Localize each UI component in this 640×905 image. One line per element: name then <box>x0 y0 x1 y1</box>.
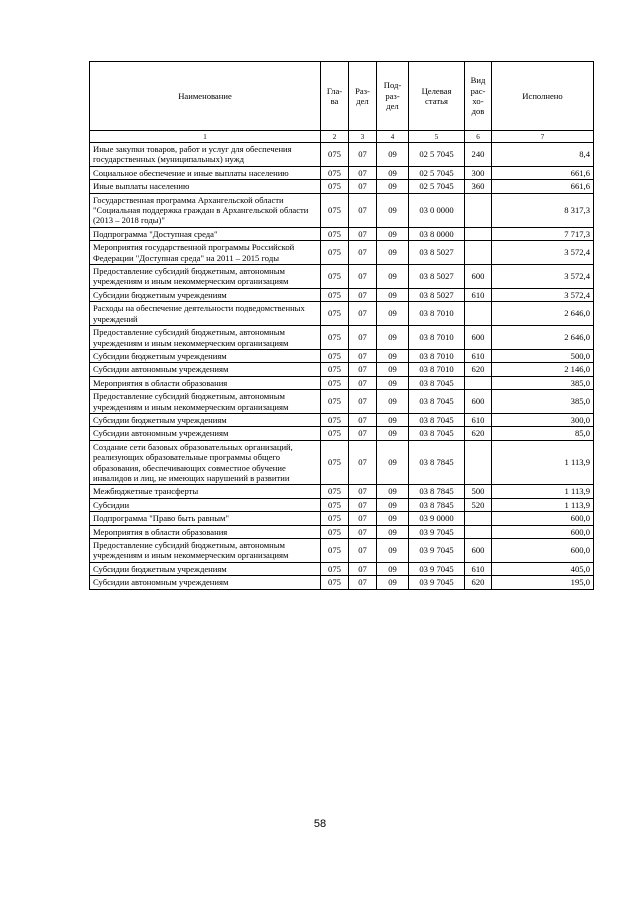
table-row <box>90 440 594 485</box>
row-value: 2 646,0 <box>492 302 594 326</box>
row-razdel: 07 <box>349 180 377 193</box>
row-podrazdel: 09 <box>377 485 409 498</box>
row-vid: 240 <box>465 143 492 167</box>
row-glava: 075 <box>321 512 349 525</box>
row-name: Расходы на обеспечение деятельности подведомственных учреждений <box>90 302 321 326</box>
row-statya: 03 8 7045 <box>409 413 465 426</box>
header-podrazdel: Под-раз-дел <box>377 62 409 131</box>
row-vid: 600 <box>465 265 492 289</box>
row-statya: 03 9 7045 <box>409 576 465 589</box>
row-value: 8,4 <box>492 143 594 167</box>
row-podrazdel: 09 <box>377 166 409 179</box>
table-row <box>90 376 594 389</box>
table-row <box>90 349 594 362</box>
row-value: 7 717,3 <box>492 227 594 240</box>
row-statya: 03 8 5027 <box>409 288 465 301</box>
table-row <box>90 576 594 589</box>
row-statya: 03 9 7045 <box>409 562 465 575</box>
row-razdel: 07 <box>349 376 377 389</box>
row-statya: 02 5 7045 <box>409 143 465 167</box>
row-vid: 610 <box>465 288 492 301</box>
row-razdel: 07 <box>349 241 377 265</box>
row-statya: 03 8 5027 <box>409 265 465 289</box>
column-number: 3 <box>349 131 377 143</box>
row-razdel: 07 <box>349 302 377 326</box>
row-podrazdel: 09 <box>377 265 409 289</box>
row-name: Предоставление субсидий бюджетным, автономным учреждениям и иным некоммерческим организациям <box>90 539 321 563</box>
row-podrazdel: 09 <box>377 143 409 167</box>
row-glava: 075 <box>321 288 349 301</box>
row-razdel: 07 <box>349 427 377 440</box>
row-razdel: 07 <box>349 413 377 426</box>
row-vid: 600 <box>465 326 492 350</box>
row-razdel: 07 <box>349 485 377 498</box>
row-glava: 075 <box>321 326 349 350</box>
row-glava: 075 <box>321 363 349 376</box>
row-glava: 075 <box>321 349 349 362</box>
row-statya: 03 8 7845 <box>409 440 465 485</box>
row-statya: 03 8 7010 <box>409 349 465 362</box>
row-razdel: 07 <box>349 498 377 511</box>
column-number: 7 <box>492 131 594 143</box>
row-value: 2 146,0 <box>492 363 594 376</box>
row-name: Мероприятия в области образования <box>90 376 321 389</box>
header-name: Наименование <box>90 62 321 131</box>
row-glava: 075 <box>321 241 349 265</box>
row-vid: 610 <box>465 413 492 426</box>
header-statya: Целевая статья <box>409 62 465 131</box>
row-podrazdel: 09 <box>377 512 409 525</box>
row-vid <box>465 241 492 265</box>
row-value: 3 572,4 <box>492 265 594 289</box>
row-name: Иные закупки товаров, работ и услуг для обеспечения государственных (муниципальных) нужд <box>90 143 321 167</box>
row-name: Предоставление субсидий бюджетным, автономным учреждениям и иным некоммерческим организациям <box>90 326 321 350</box>
row-vid: 610 <box>465 349 492 362</box>
row-statya: 03 8 7010 <box>409 326 465 350</box>
row-glava: 075 <box>321 440 349 485</box>
row-statya: 03 8 7845 <box>409 485 465 498</box>
budget-table <box>89 61 594 590</box>
row-vid <box>465 525 492 538</box>
row-statya: 03 8 7045 <box>409 427 465 440</box>
row-glava: 075 <box>321 390 349 414</box>
row-glava: 075 <box>321 193 349 227</box>
row-statya: 03 8 7845 <box>409 498 465 511</box>
row-podrazdel: 09 <box>377 326 409 350</box>
row-vid: 500 <box>465 485 492 498</box>
row-value: 8 317,3 <box>492 193 594 227</box>
row-name: Субсидии бюджетным учреждениям <box>90 349 321 362</box>
row-podrazdel: 09 <box>377 288 409 301</box>
row-value: 1 113,9 <box>492 498 594 511</box>
row-vid: 620 <box>465 576 492 589</box>
row-razdel: 07 <box>349 525 377 538</box>
row-value: 661,6 <box>492 166 594 179</box>
row-razdel: 07 <box>349 512 377 525</box>
table-row <box>90 413 594 426</box>
row-statya: 03 8 5027 <box>409 241 465 265</box>
row-statya: 03 0 0000 <box>409 193 465 227</box>
header-vid: Вид рас-хо-дов <box>465 62 492 131</box>
row-glava: 075 <box>321 562 349 575</box>
table-row <box>90 539 594 563</box>
row-glava: 075 <box>321 525 349 538</box>
row-glava: 075 <box>321 539 349 563</box>
row-podrazdel: 09 <box>377 180 409 193</box>
row-podrazdel: 09 <box>377 349 409 362</box>
row-razdel: 07 <box>349 288 377 301</box>
row-statya: 03 8 7010 <box>409 363 465 376</box>
row-podrazdel: 09 <box>377 413 409 426</box>
column-number: 5 <box>409 131 465 143</box>
row-statya: 03 9 7045 <box>409 539 465 563</box>
row-glava: 075 <box>321 498 349 511</box>
table-row <box>90 485 594 498</box>
table-row <box>90 427 594 440</box>
row-value: 300,0 <box>492 413 594 426</box>
row-name: Создание сети базовых образовательных организаций, реализующих образовательные программы общего образования, обеспечивающих совместное обучение инвалидов и лиц, не имеющих нарушений в развитии <box>90 440 321 485</box>
row-value: 405,0 <box>492 562 594 575</box>
row-name: Субсидии бюджетным учреждениям <box>90 562 321 575</box>
row-razdel: 07 <box>349 539 377 563</box>
row-name: Подпрограмма "Доступная среда" <box>90 227 321 240</box>
row-value: 1 113,9 <box>492 485 594 498</box>
column-number: 4 <box>377 131 409 143</box>
table-row <box>90 227 594 240</box>
table-row <box>90 143 594 167</box>
row-podrazdel: 09 <box>377 302 409 326</box>
table-header-row <box>90 62 594 131</box>
row-razdel: 07 <box>349 440 377 485</box>
table-row <box>90 265 594 289</box>
row-vid <box>465 227 492 240</box>
table-row <box>90 390 594 414</box>
row-name: Подпрограмма "Право быть равным" <box>90 512 321 525</box>
row-podrazdel: 09 <box>377 576 409 589</box>
row-glava: 075 <box>321 485 349 498</box>
table-row <box>90 241 594 265</box>
page-number: 58 <box>313 818 327 830</box>
row-name: Субсидии автономным учреждениям <box>90 576 321 589</box>
row-podrazdel: 09 <box>377 376 409 389</box>
row-vid: 600 <box>465 539 492 563</box>
row-vid: 520 <box>465 498 492 511</box>
row-razdel: 07 <box>349 576 377 589</box>
row-value: 500,0 <box>492 349 594 362</box>
row-glava: 075 <box>321 427 349 440</box>
row-statya: 03 9 7045 <box>409 525 465 538</box>
row-vid <box>465 376 492 389</box>
table-row <box>90 498 594 511</box>
row-podrazdel: 09 <box>377 440 409 485</box>
row-glava: 075 <box>321 576 349 589</box>
row-statya: 03 8 7010 <box>409 302 465 326</box>
row-glava: 075 <box>321 166 349 179</box>
row-glava: 075 <box>321 413 349 426</box>
table-row <box>90 166 594 179</box>
header-razdel: Раз-дел <box>349 62 377 131</box>
row-value: 2 646,0 <box>492 326 594 350</box>
row-value: 1 113,9 <box>492 440 594 485</box>
row-name: Предоставление субсидий бюджетным, автономным учреждениям и иным некоммерческим организациям <box>90 265 321 289</box>
row-name: Субсидии <box>90 498 321 511</box>
row-value: 195,0 <box>492 576 594 589</box>
row-value: 385,0 <box>492 376 594 389</box>
row-name: Иные выплаты населению <box>90 180 321 193</box>
row-name: Мероприятия в области образования <box>90 525 321 538</box>
table-row <box>90 193 594 227</box>
column-number: 1 <box>90 131 321 143</box>
column-number: 2 <box>321 131 349 143</box>
header-glava: Гла-ва <box>321 62 349 131</box>
row-vid: 360 <box>465 180 492 193</box>
row-razdel: 07 <box>349 166 377 179</box>
table-row <box>90 326 594 350</box>
row-podrazdel: 09 <box>377 498 409 511</box>
header-value: Исполнено <box>492 62 594 131</box>
row-name: Социальное обеспечение и иные выплаты населению <box>90 166 321 179</box>
row-value: 3 572,4 <box>492 288 594 301</box>
row-razdel: 07 <box>349 193 377 227</box>
row-statya: 02 5 7045 <box>409 166 465 179</box>
column-number: 6 <box>465 131 492 143</box>
row-statya: 03 9 0000 <box>409 512 465 525</box>
row-razdel: 07 <box>349 349 377 362</box>
row-value: 85,0 <box>492 427 594 440</box>
table-row <box>90 562 594 575</box>
row-name: Субсидии автономным учреждениям <box>90 363 321 376</box>
row-vid <box>465 512 492 525</box>
row-podrazdel: 09 <box>377 193 409 227</box>
row-razdel: 07 <box>349 143 377 167</box>
row-podrazdel: 09 <box>377 539 409 563</box>
row-podrazdel: 09 <box>377 227 409 240</box>
row-value: 600,0 <box>492 525 594 538</box>
row-podrazdel: 09 <box>377 427 409 440</box>
row-razdel: 07 <box>349 390 377 414</box>
row-name: Межбюджетные трансферты <box>90 485 321 498</box>
row-podrazdel: 09 <box>377 241 409 265</box>
row-glava: 075 <box>321 180 349 193</box>
row-value: 385,0 <box>492 390 594 414</box>
table-row <box>90 512 594 525</box>
row-name: Субсидии бюджетным учреждениям <box>90 413 321 426</box>
row-podrazdel: 09 <box>377 363 409 376</box>
row-razdel: 07 <box>349 265 377 289</box>
row-vid: 600 <box>465 390 492 414</box>
row-statya: 03 8 7045 <box>409 390 465 414</box>
row-name: Мероприятия государственной программы Российской Федерации "Доступная среда" на 2011 – 2015 годы <box>90 241 321 265</box>
row-vid <box>465 440 492 485</box>
row-statya: 03 8 0000 <box>409 227 465 240</box>
row-glava: 075 <box>321 143 349 167</box>
row-podrazdel: 09 <box>377 525 409 538</box>
row-podrazdel: 09 <box>377 562 409 575</box>
table-body <box>90 143 594 590</box>
table-row <box>90 363 594 376</box>
row-value: 600,0 <box>492 512 594 525</box>
row-vid: 610 <box>465 562 492 575</box>
row-value: 661,6 <box>492 180 594 193</box>
table-row <box>90 288 594 301</box>
row-razdel: 07 <box>349 562 377 575</box>
row-podrazdel: 09 <box>377 390 409 414</box>
row-vid: 620 <box>465 363 492 376</box>
table-row <box>90 525 594 538</box>
row-name: Предоставление субсидий бюджетным, автономным учреждениям и иным некоммерческим организациям <box>90 390 321 414</box>
row-statya: 02 5 7045 <box>409 180 465 193</box>
row-glava: 075 <box>321 376 349 389</box>
row-name: Субсидии автономным учреждениям <box>90 427 321 440</box>
table-row <box>90 302 594 326</box>
row-razdel: 07 <box>349 326 377 350</box>
row-value: 3 572,4 <box>492 241 594 265</box>
row-razdel: 07 <box>349 363 377 376</box>
row-glava: 075 <box>321 227 349 240</box>
row-vid: 620 <box>465 427 492 440</box>
table-row <box>90 180 594 193</box>
row-vid <box>465 193 492 227</box>
row-glava: 075 <box>321 265 349 289</box>
row-name: Государственная программа Архангельской области "Социальная поддержка граждан в Архангельской области (2013 – 2018 годы)" <box>90 193 321 227</box>
row-glava: 075 <box>321 302 349 326</box>
row-value: 600,0 <box>492 539 594 563</box>
row-vid <box>465 302 492 326</box>
row-vid: 300 <box>465 166 492 179</box>
row-razdel: 07 <box>349 227 377 240</box>
row-statya: 03 8 7045 <box>409 376 465 389</box>
table-column-number-row <box>90 131 594 143</box>
row-name: Субсидии бюджетным учреждениям <box>90 288 321 301</box>
